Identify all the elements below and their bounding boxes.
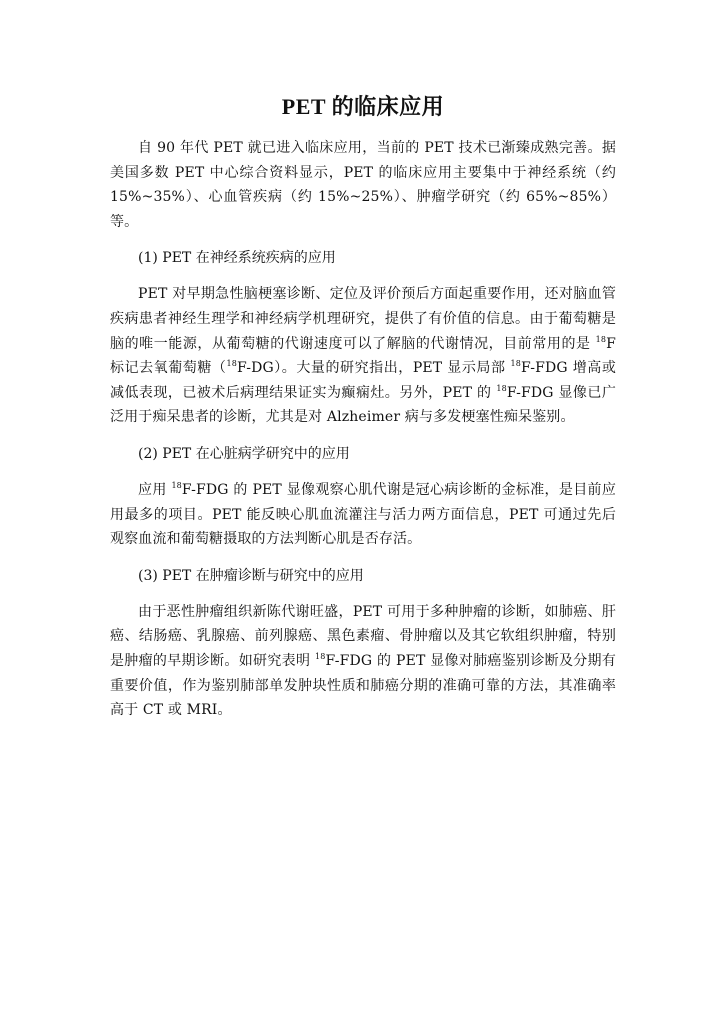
text-run: F 标记去氧葡萄糖（ [110,335,616,377]
superscript-mass-number: 18 [171,480,182,490]
section-paragraph-oncology [110,600,616,723]
section-paragraph-cardio [110,478,616,552]
text-run: F-FDG 的 PET 显像观察心肌代谢是冠心病诊断的金标准，是目前应用最多的项目。PET 能反映心肌血流灌注与活力两方面信息，PET 可通过先后观察血流和葡萄糖摄取的方法判断心肌是否存活。 [110,481,617,548]
section-heading-oncology: (3) PET 在肿瘤诊断与研究中的应用 [138,567,364,584]
superscript-mass-number: 18 [226,359,237,369]
superscript-mass-number: 18 [496,383,507,393]
text-run: F-FDG 显像已广泛用于痴呆患者的诊断，尤其是对 Alzheimer 病与多发梗塞性痴呆鉴别。 [110,384,616,426]
page-title: PET 的临床应用 [281,94,445,119]
text-run: F-DG）。大量的研究指出，PET 显示局部 [236,360,511,377]
text-run: F-FDG 的 PET 显像对肺癌鉴别诊断及分期有重要价值，作为鉴别肺部单发肿块性质和肺癌分期的准确可靠的方法，其准确率高于 CT 或 MRI。 [110,652,617,719]
text-run: 应用 [138,481,172,498]
text-run: F-FDG 增高或减低表现，已被术后病理结果证实为癫痫灶。另外，PET 的 [110,360,616,401]
intro-paragraph: 自 90 年代 PET 就已进入临床应用，当前的 PET 技术已渐臻成熟完善。据美国多数 PET 中心综合资料显示，PET 的临床应用主要集中于神经系统（约 15%~35%）、心血管疾病（约 15%~25%）、肿瘤学研究（约 65%~85%）等。 [110,140,616,230]
section-heading-cardio: (2) PET 在心脏病学研究中的应用 [138,445,350,462]
section-heading-neuro: (1) PET 在神经系统疾病的应用 [138,250,336,267]
text-run: PET 对早期急性脑梗塞诊断、定位及评价预后方面起重要作用，还对脑血管疾病患者神经生理学和神经病学机理研究，提供了有价值的信息。由于葡萄糖是脑的唯一能源，从葡萄糖的代谢速度可以了解脑的代谢情况，目前常用的是 [110,286,616,352]
section-paragraph-neuro [110,282,616,430]
document-page [110,0,616,723]
superscript-mass-number: 18 [510,359,522,369]
superscript-mass-number: 18 [315,651,326,661]
superscript-mass-number: 18 [595,334,607,344]
text-run: 由于恶性肿瘤组织新陈代谢旺盛，PET 可用于多种肿瘤的诊断，如肺癌、肝癌、结肠癌、乳腺癌、前列腺癌、黑色素瘤、骨肿瘤以及其它软组织肿瘤，特别是肿瘤的早期诊断。如研究表明 [110,603,616,669]
